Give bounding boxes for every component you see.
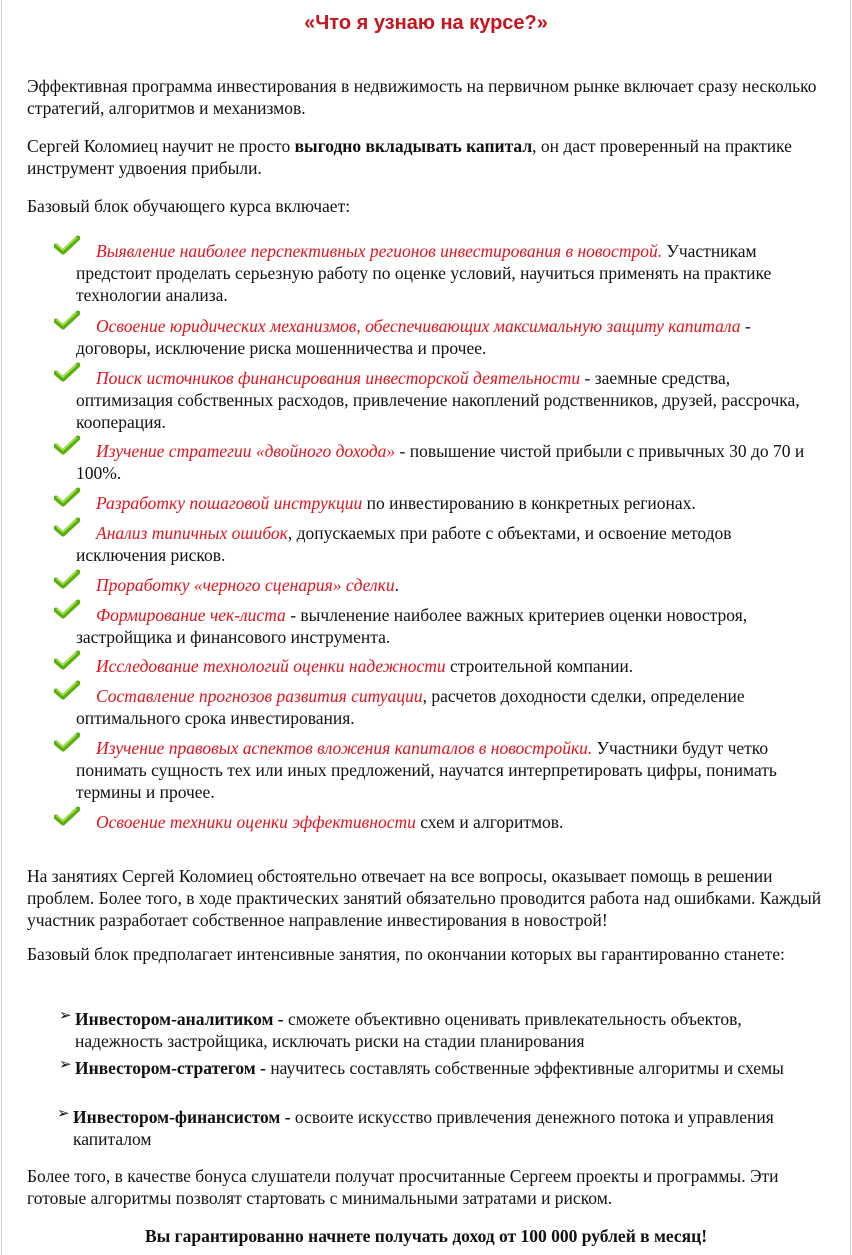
list-item-text: Участники будут четко понимать сущность тех или иных предложений, научатся интерпретировать цифры, понимать термины и прочее. — [76, 738, 777, 802]
teacher-text-bold: выгодно вкладывать капитал — [294, 136, 533, 156]
checkmark-icon — [54, 569, 80, 591]
checkmark-icon — [54, 487, 80, 509]
teacher-text-pre: Сергей Коломиец научит не просто — [27, 136, 295, 156]
page — [1, 0, 851, 1255]
list-item-highlight: Изучение стратегии «двойного дохода» — [96, 441, 396, 461]
list-item — [57, 1106, 818, 1150]
list-item — [76, 240, 821, 306]
checkmark-icon — [54, 806, 80, 828]
list-item-text: - вычленение наиболее важных критериев оценки новостроя, застройщика и финансового инструмента. — [76, 605, 748, 647]
list-item-highlight: Разработку пошаговой инструкции — [96, 493, 363, 513]
list-item-text: - договоры, исключение риска мошенничества и прочее. — [76, 316, 751, 358]
list-item-highlight: Освоение техники оценки эффективности — [96, 812, 416, 832]
list-item-highlight: Выявление наиболее перспективных регионов инвестирования в новострой. — [96, 241, 663, 261]
list-item-highlight: Формирование чек-листа — [96, 605, 286, 625]
list-item — [59, 1057, 820, 1079]
teacher-text-post: , он даст проверенный на практике инструмент удвоения прибыли. — [27, 136, 792, 178]
list-item-bold: Инвестором-стратегом - — [75, 1058, 266, 1078]
list-item-text: . — [394, 575, 399, 595]
list-item-highlight: Анализ типичных ошибок — [96, 523, 288, 543]
intro-paragraph: Эффективная программа инвестирования в недвижимость на первичном рынке включает сразу несколько стратегий, алгоритмов и механизмов. — [27, 76, 817, 118]
list-item — [76, 522, 821, 566]
checkmark-icon — [54, 310, 80, 332]
list-item-text: строительной компании. — [445, 656, 634, 676]
list-item-highlight: Поиск источников финансирования инвесторской деятельности — [96, 368, 581, 388]
list-item-highlight: Освоение юридических механизмов, обеспечивающих максимальную защиту капитала — [96, 316, 741, 336]
arrow-bullet-icon: ➢ — [57, 1106, 70, 1122]
list-item-bold: Инвестором-аналитиком - — [75, 1009, 284, 1029]
list-item-text: сможете объективно оценивать привлекательность объектов, надежность застройщика, исключать риски на стадии планирования — [75, 1009, 742, 1051]
checkmark-icon — [54, 435, 80, 457]
list-item — [59, 1008, 820, 1052]
list-item-text: по инвестированию в конкретных регионах. — [362, 493, 696, 513]
list-item-highlight: Проработку «черного сценария» сделки — [96, 575, 395, 595]
bonus-paragraph: Более того, в качестве бонуса слушатели получат просчитанные Сергеем проекты и программы. Эти готовые алгоритмы позволят стартовать с минимальными затратами и риском. — [27, 1166, 779, 1208]
list-item — [76, 811, 821, 833]
list-item — [76, 315, 821, 359]
checkmark-icon — [54, 362, 80, 384]
list-item-text: , допускаемых при работе с объектами, и освоение методов исключения рисков. — [76, 523, 732, 565]
checkmark-icon — [54, 517, 80, 539]
classes-paragraph: На занятиях Сергей Коломиец обстоятельно отвечает на все вопросы, оказывает помощь в решении проблем. Более того, в ходе практических занятий обязательно проводится работа над ошибками. Каждый участник разработает собственное направление инвестирования в новострой! — [27, 866, 822, 930]
list-item — [76, 604, 821, 648]
teacher-paragraph — [27, 135, 827, 179]
list-item-highlight: Изучение правовых аспектов вложения капиталов в новостройки. — [96, 738, 593, 758]
checkmark-icon — [54, 599, 80, 621]
list-item-text: схем и алгоритмов. — [415, 812, 564, 832]
list-item-text: , расчетов доходности сделки, определение оптимального срока инвестирования. — [76, 686, 745, 728]
list-item-text: научитесь составлять собственные эффективные алгоритмы и схемы — [265, 1058, 784, 1078]
list-item-bold: Инвестором-финансистом - — [73, 1107, 291, 1127]
checkmark-icon — [54, 680, 80, 702]
checkmark-icon — [54, 650, 80, 672]
list-item — [76, 574, 821, 596]
list-item — [76, 685, 821, 729]
list-item-text: - заемные средства, оптимизация собственных расходов, привлечение накоплений родственников, друзей, рассрочка, кооперация. — [76, 368, 800, 432]
list-item — [76, 655, 821, 677]
list-item-highlight: Исследование технологий оценки надежности — [96, 656, 446, 676]
checkmark-icon — [54, 235, 80, 257]
list-item-text: - повышение чистой прибыли с привычных 30 до 70 и 100%. — [76, 441, 805, 483]
list-item — [76, 737, 821, 803]
list-item-highlight: Составление прогнозов развития ситуации — [96, 686, 423, 706]
list-item — [76, 440, 821, 484]
list-item — [76, 367, 821, 433]
page-title: «Что я узнаю на курсе?» — [304, 12, 548, 34]
checkmark-icon — [54, 732, 80, 754]
basic-block-label: Базовый блок обучающего курса включает: — [27, 196, 351, 216]
list-item-text: Участникам предстоит проделать серьезную работу по оценке условий, научиться применять на практике технологии анализа. — [76, 241, 772, 305]
list-item — [76, 492, 821, 514]
list-item-text: освоите искусство привлечения денежного потока и управления капиталом — [73, 1107, 774, 1149]
final-statement: Вы гарантированно начнете получать доход от 100 000 рублей в месяц! — [144, 1226, 708, 1246]
arrow-bullet-icon: ➢ — [59, 1008, 72, 1024]
arrow-bullet-icon: ➢ — [59, 1057, 72, 1073]
guarantee-paragraph: Базовый блок предполагает интенсивные занятия, по окончании которых вы гарантированно станете: — [27, 944, 785, 964]
